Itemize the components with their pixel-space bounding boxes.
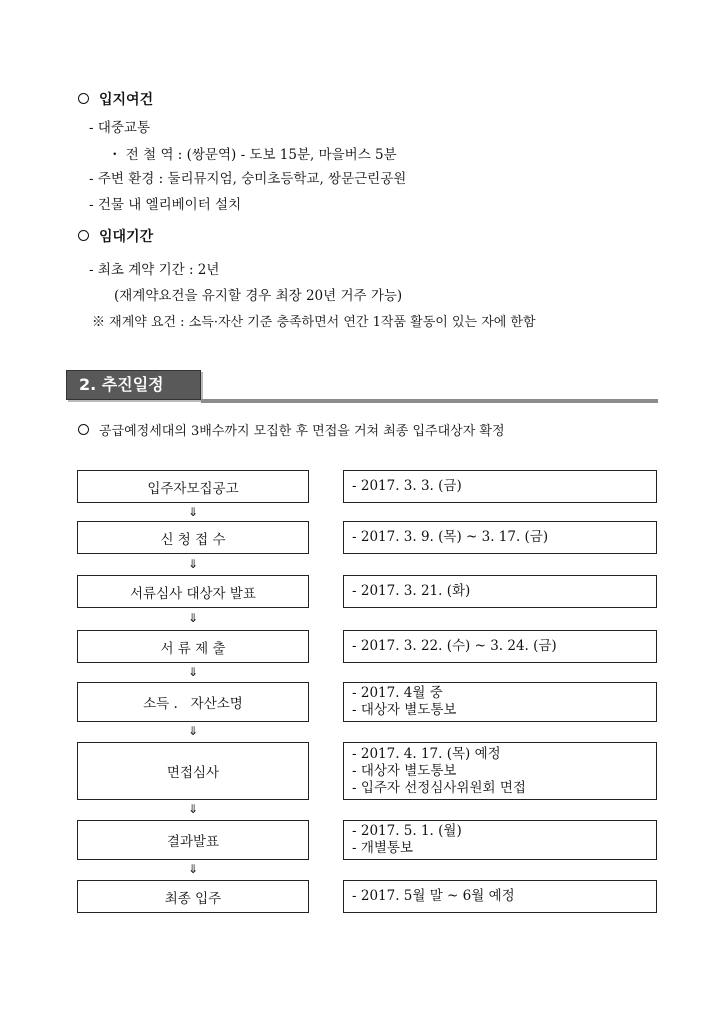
- location-item-surroundings: - 주변 환경 : 둘리뮤지엄, 숭미초등학교, 쌍문근린공원: [89, 171, 407, 187]
- lease-renewal-note: ※ 재계약 요건 : 소득·자산 기준 충족하면서 연간 1작품 활동이 있는 자에 한함: [92, 315, 536, 330]
- step-label: 면접심사: [166, 765, 220, 781]
- step-detail: - 2017. 3. 3. (금): [352, 478, 462, 494]
- step-detail: - 개별통보: [352, 840, 414, 856]
- step-detail: - 대상자 별도통보: [352, 762, 457, 779]
- step-label: 결과발표: [166, 834, 220, 850]
- step-box-results: [77, 820, 309, 860]
- bullet-circle-icon: [78, 230, 89, 241]
- section-heading-schedule: [66, 370, 658, 404]
- step-box-document-screening: [77, 575, 309, 608]
- section-title: 2. 추진일정: [66, 370, 201, 400]
- down-arrow-icon: ⇓: [187, 557, 199, 571]
- date-box-income-asset: [343, 682, 657, 722]
- location-heading: 입지여건: [99, 92, 154, 108]
- step-detail: - 2017. 3. 22. (수) ~ 3. 24. (금): [352, 638, 557, 654]
- date-box-interview: [343, 742, 657, 800]
- location-item-subway: ・ 전 철 역 : (쌍문역) - 도보 15분, 마을버스 5분: [108, 147, 397, 163]
- step-label: 소득 . 자산소명: [143, 696, 243, 712]
- step-box-announcement: [77, 470, 309, 503]
- step-label: 신 청 접 수: [160, 531, 226, 548]
- bullet-circle-icon: [78, 93, 89, 104]
- step-detail: - 2017. 4월 중: [352, 685, 443, 701]
- step-box-application: [77, 521, 309, 554]
- step-label: 입주자모집공고: [147, 480, 239, 497]
- date-box-document-screening: [343, 575, 657, 608]
- step-box-income-asset: [77, 682, 309, 722]
- step-detail: - 입주자 선정심사위원회 면접: [352, 779, 526, 796]
- step-label: 서 류 제 출: [160, 640, 226, 657]
- location-item-transit: - 대중교통: [89, 120, 151, 136]
- step-detail: - 2017. 5월 말 ~ 6월 예정: [352, 888, 515, 904]
- date-box-results: [343, 820, 657, 860]
- step-label: 서류심사 대상자 발표: [130, 585, 256, 602]
- down-arrow-icon: ⇓: [187, 724, 199, 738]
- step-detail: - 2017. 4. 17. (목) 예정: [352, 745, 501, 762]
- down-arrow-icon: ⇓: [187, 862, 199, 876]
- step-label: 최종 입주: [164, 890, 222, 907]
- lease-heading: 임대기간: [99, 229, 154, 245]
- step-detail: - 2017. 3. 9. (목) ~ 3. 17. (금): [352, 529, 549, 545]
- date-box-move-in: [343, 880, 657, 913]
- lease-renewal-term: (재계약요건을 유지할 경우 최장 20년 거주 가능): [114, 288, 403, 304]
- step-box-move-in: [77, 880, 309, 913]
- down-arrow-icon: ⇓: [187, 611, 199, 625]
- date-box-application: [343, 521, 657, 554]
- step-box-interview: [77, 742, 309, 800]
- down-arrow-icon: ⇓: [187, 665, 199, 679]
- down-arrow-icon: ⇓: [187, 505, 199, 519]
- schedule-intro: 공급예정세대의 3배수까지 모집한 후 면접을 거쳐 최종 입주대상자 확정: [99, 424, 505, 439]
- bullet-circle-icon: [78, 424, 89, 435]
- step-detail: - 2017. 3. 21. (화): [352, 583, 471, 599]
- step-box-document-submission: [77, 630, 309, 663]
- location-item-elevator: - 건물 내 엘리베이터 설치: [89, 197, 242, 213]
- section-rule: [201, 399, 658, 403]
- down-arrow-icon: ⇓: [187, 802, 199, 816]
- step-detail: - 대상자 별도통보: [352, 702, 457, 718]
- lease-initial-term: - 최초 계약 기간 : 2년: [89, 262, 220, 278]
- date-box-announcement: [343, 470, 657, 503]
- step-detail: - 2017. 5. 1. (월): [352, 823, 462, 839]
- date-box-document-submission: [343, 630, 657, 663]
